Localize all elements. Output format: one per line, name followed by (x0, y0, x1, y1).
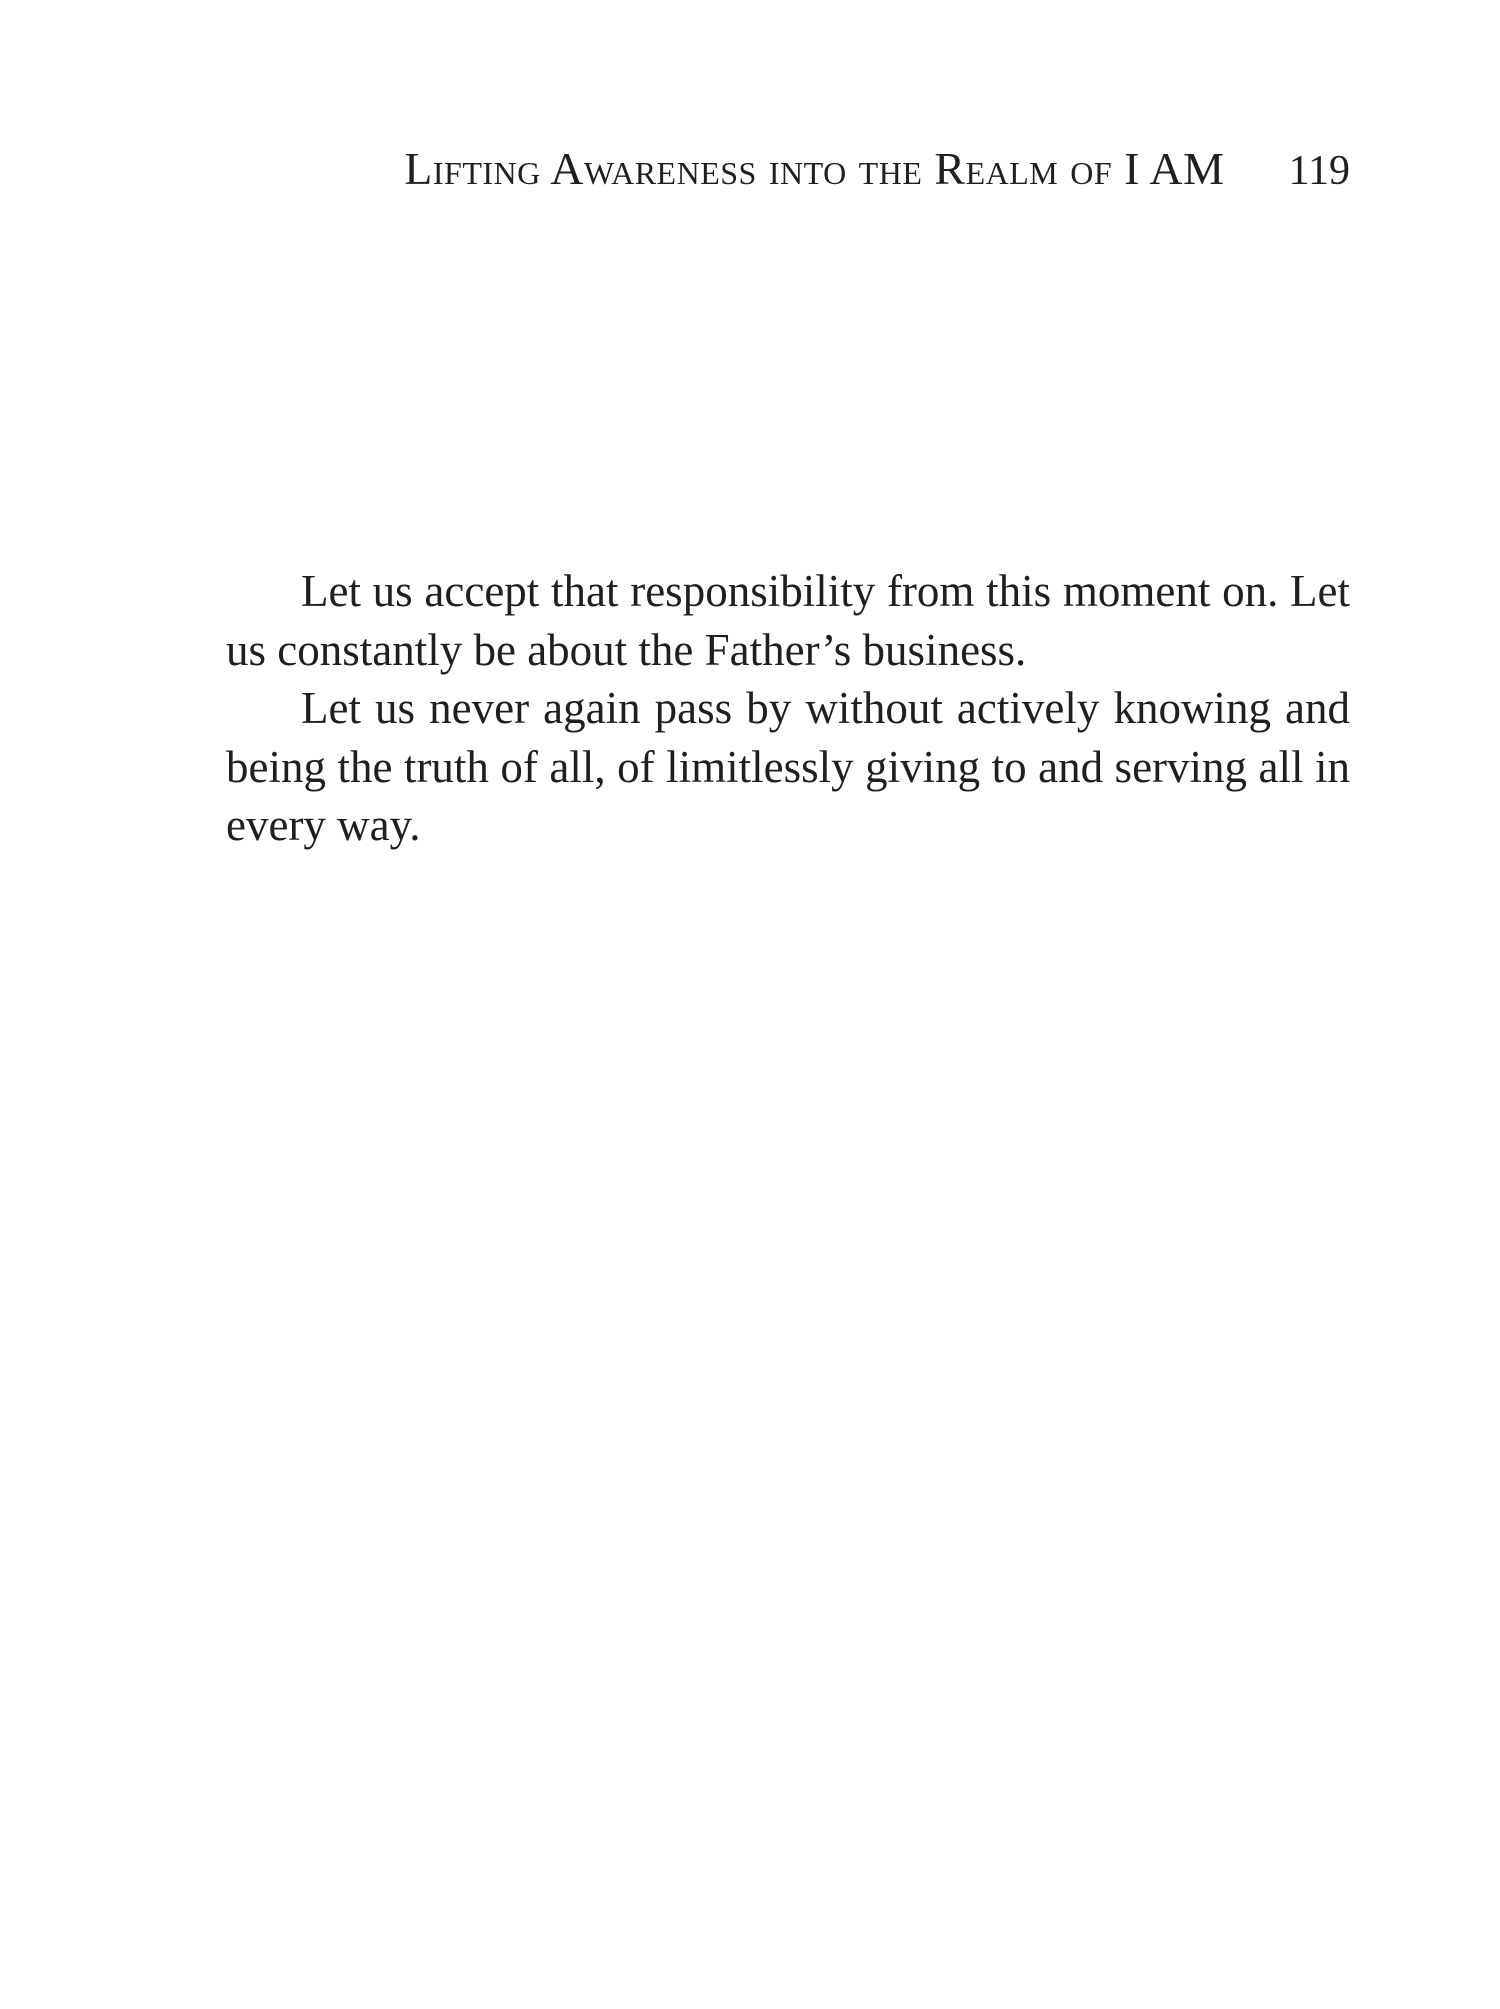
paragraph: Let us never again pass by without actively knowing and being the truth of all, of limitlessly giving to and serving all in every way. (226, 683, 1350, 850)
running-head (226, 142, 1350, 195)
running-title: Lifting Awareness into the Realm of I AM (404, 143, 1225, 194)
paragraph: Let us accept that responsibility from this moment on. Let us constantly be about the Father’s business. (226, 566, 1350, 675)
page-number: 119 (1288, 148, 1350, 194)
body-text (226, 562, 1350, 855)
